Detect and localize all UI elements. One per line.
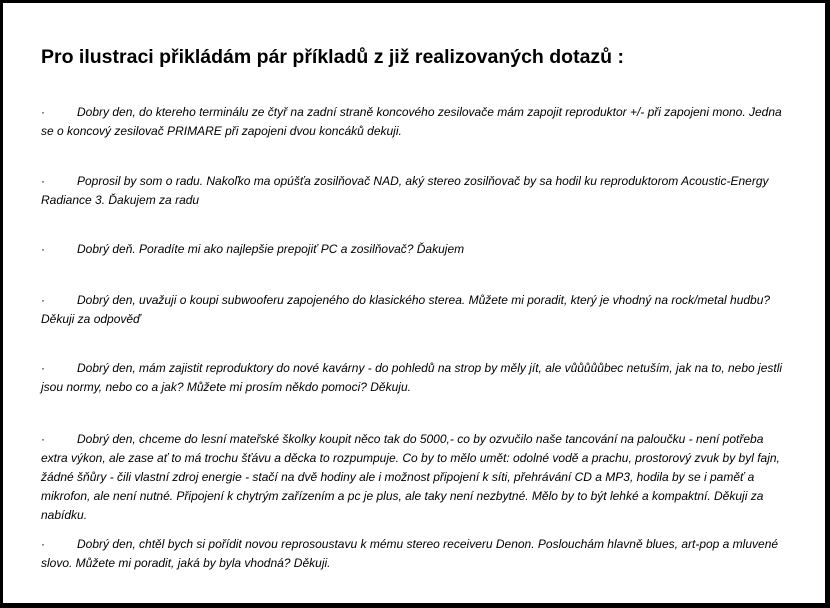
example-query-3	[41, 240, 786, 259]
example-query-1	[41, 103, 786, 141]
query-text: Dobrý den, mám zajistit reproduktory do nové kavárny - do pohledů na strop by měly jít, ale vůůůůůbec netuším, jak na to, nebo jestli jsou normy, nebo co a jak? Můžete mi prosím někdo pomoci? Děkuju.	[41, 361, 783, 394]
page-heading: Pro ilustraci přikládám pár příkladů z již realizovaných dotazů :	[41, 46, 624, 68]
query-text: Dobry den, do ktereho terminálu ze čtyř na zadní straně koncového zesilovače mám zapojit reproduktor +/- při zapojeni mono. Jedna se o koncový zesilovač PRIMARE při zapojeni dvou koncáků dekuji.	[41, 105, 782, 138]
example-query-5	[41, 359, 786, 397]
example-query-7	[41, 535, 786, 573]
bullet-marker: ·	[41, 105, 45, 119]
query-text: Dobrý den, chceme do lesní mateřské školky koupit něco tak do 5000,- co by ozvučilo naše tancování na paloučku - není potřeba extra výkon, ale zase ať to má trochu šťávu a děcka to rozpumpuje. Co by to mělo umět: odolné vodě a prachu, prostorový zvuk by byl fajn, žádné šňůry - čili vlastní zdroj energie - stačí na dvě hodiny ale i možnost připojení k síti, přehrávání CD a MP3, hodila by se i paměť a mikrofon, ale není nutné. Připojení k chytrým zařízením a pc je plus, ale taky není nezbytné. Mělo by to být lehké a kompaktní. Děkuji za nabídku.	[41, 432, 780, 522]
query-text: Dobrý den, chtěl bych si pořídit novou reprosoustavu k mému stereo receiveru Denon. Poslouchám hlavně blues, art-pop a mluvené slovo. Můžete mi poradit, jaká by byla vhodná? Děkuji.	[41, 537, 779, 570]
bullet-marker: ·	[41, 432, 45, 446]
example-query-2	[41, 172, 786, 210]
query-text: Poprosil by som o radu. Nakoľko ma opúšťa zosilňovač NAD, aký stereo zosilňovač by sa hodil ku reproduktorom Acoustic-Energy Radiance 3. Ďakujem za radu	[41, 174, 769, 207]
query-text: Dobrý deň. Poradíte mi ako najlepšie prepojiť PC a zosilňovač? Ďakujem	[77, 242, 465, 256]
bullet-marker: ·	[41, 242, 45, 256]
bullet-marker: ·	[41, 537, 45, 551]
bullet-marker: ·	[41, 293, 45, 307]
bullet-marker: ·	[41, 361, 45, 375]
example-query-6	[41, 430, 786, 525]
example-query-4	[41, 291, 786, 329]
query-text: Dobrý den, uvažuji o koupi subwooferu zapojeného do klasického sterea. Můžete mi poradit, který je vhodný na rock/metal hudbu? Děkuji za odpověď	[41, 293, 771, 326]
bullet-marker: ·	[41, 174, 45, 188]
